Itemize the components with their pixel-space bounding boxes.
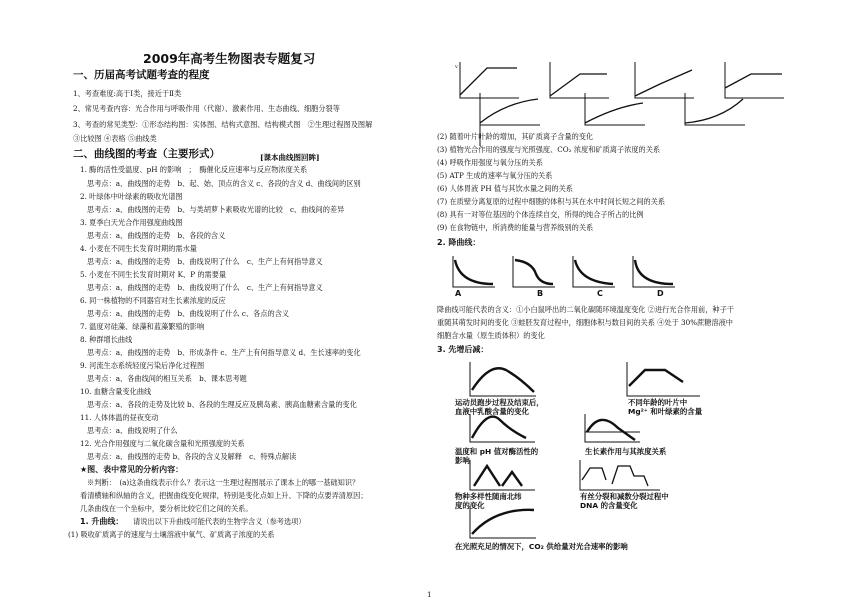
fall-graph-d [633, 256, 675, 287]
rtf-graph-enzyme [470, 414, 535, 442]
first-rise-heading: 3. 先增后减： [437, 345, 489, 354]
caption-dna-1: 有丝分裂和减数分裂过程中 [580, 492, 669, 501]
sec2-line-1: 1. 酶的活性受温度、pH 的影响 ； 酶催化反应速率与反应物浓度关系 [80, 165, 308, 174]
sec2-line-4: 思考点：a、曲线图的走势 b、与类胡萝卜素吸收光谱的比较 c、曲线间的差异 [87, 205, 345, 214]
page-number: 1 [427, 590, 432, 599]
sec2-line-19: 思考点：a、各段的走势及比较 b、各段的生理反应及胰岛素、胰高血糖素含量的变化 [87, 400, 357, 409]
fall-graph-c [573, 256, 615, 287]
rtf-graph-lactic [470, 362, 536, 396]
fall-text-2: 重随其萌发时间的变化 ③蛙胚发育过程中，细胞体积与数目间的关系 ④处于 30%蔗糖溶液中 [437, 318, 733, 327]
caption-diversity-1: 物种多样性随南北纬 [455, 492, 522, 501]
section-1-heading: 一、历届高考试题考查的程度 [73, 69, 210, 81]
caption-enzyme-2: 影响 [455, 456, 470, 465]
sec2-line-21: 思考点：a、曲线说明了什么 [87, 426, 178, 435]
caption-diversity-2: 度的变化 [455, 501, 485, 510]
sec2-line-8: 思考点：a、曲线图的走势 b、曲线说明了什么 c、生产上有何指导意义 [87, 257, 323, 266]
fall-label-b: B [537, 289, 544, 298]
rise-graph-7 [685, 93, 745, 125]
section-2-heading: 二、曲线图的考查（主要形式） [73, 148, 220, 160]
fall-text-3: 细胞含水量（原生质体积）的变化 [437, 331, 545, 340]
fall-label-a: A [455, 289, 462, 298]
sec2-line-10: 思考点：a、曲线图的走势 b、曲线说明了什么 c、生产上有何指导意义 [87, 283, 323, 292]
sec2-line-15: 思考点：a、曲线图的走势 b、形成条件 c、生产上有何指导意义 d、生长速率的变化 [87, 348, 361, 357]
sec1-line-4: ③比较图 ④表格 ⑤曲线类 [73, 134, 157, 143]
rise-item-6: (6) 人体胃液 PH 值与其饮水量之间的关系 [437, 184, 573, 193]
sec2-line-17: 思考点：a、各曲线间的相互关系 b、课本思考题 [87, 374, 247, 383]
sec2-line-23: 思考点：a、曲线图的走势 b、各段的含义及解释 c、特殊点解读 [87, 452, 297, 461]
fall-curve-heading: 2. 降曲线： [437, 238, 481, 247]
rise-graph-5b [480, 93, 540, 125]
sec1-line-1: 1、考查难度:高于Ⅰ类，接近于Ⅱ类 [73, 89, 182, 98]
analysis-subheading: ★图、表中常见的分析内容： [80, 465, 184, 474]
rise-graph-6 [585, 93, 645, 125]
rise-item-7: (7) 在质壁分离复原的过程中细胞的体积与其在水中时间长短之间的关系 [437, 197, 666, 206]
sec1-line-3: 3、考查的常见类型：①形态结构图：实体图、结构式意图、结构模式图 ②生理过程图及图解 [73, 120, 373, 129]
svg-text:v: v [455, 64, 458, 70]
sec2-line-11: 6. 同一株植物的不同器官对生长素浓度的反应 [80, 296, 226, 305]
sec2-line-12: 思考点：a、曲线图的走势 b、曲线说明了什么 c、各点的含义 [87, 309, 290, 318]
analysis-para-1: ※判断： (a)这条曲线表示什么？表示这一生理过程图展示了课本上的哪一基础知识？ [87, 478, 360, 487]
caption-mg-2: Mg²⁺ 和叶绿素的含量 [628, 407, 703, 416]
rtf-graph-diversity [470, 460, 535, 490]
rtf-graph-mg [627, 362, 700, 396]
sec2-line-6: 思考点：a、曲线图的走势 b、各段的含义 [87, 231, 226, 240]
caption-lactic-1: 运动员跑步过程及结束后， [455, 398, 544, 407]
fall-curve-graphs [440, 254, 680, 304]
sec2-line-20: 11. 人体体温的昼夜变动 [80, 413, 159, 422]
caption-enzyme-1: 温度和 pH 值对酶活性的 [455, 447, 539, 456]
page-title: 2009年高考生物图表专题复习 [143, 51, 316, 66]
rise-item-9: (9) 在食物链中，所消费的能量与营养级别的关系 [437, 223, 594, 232]
rtf-graph-dna [580, 460, 660, 490]
sec2-line-18: 10. 血糖含量变化曲线 [80, 387, 152, 396]
rise-item-2: (2) 随着叶片叶龄的增加，其矿质离子含量的变化 [437, 132, 594, 141]
rise-curve-intro: 请说出以下升曲线可能代表的生物学含义（参考选项） [133, 517, 306, 526]
sec2-line-13: 7. 温度对硅藻、绿藻和蓝藻繁殖的影响 [80, 322, 205, 331]
rise-curve-graphs-row2 [460, 93, 860, 133]
rise-item-5: (5) ATP 生成的速率与氧分压的关系 [437, 171, 553, 180]
sec2-line-16: 9. 河流生态系统轻度污染后净化过程图 [80, 361, 205, 370]
rise-item-1: (1) 吸收矿质离子的速度与土壤溶液中氧气、矿质离子浓度的关系 [68, 530, 275, 539]
caption-mg-1: 不同年龄的叶片中 [628, 398, 688, 407]
rtf-graph-co2 [470, 506, 536, 538]
section-2-tag: [课本曲线图回眸] [260, 153, 320, 162]
sec2-line-22: 12. 光合作用强度与二氧化碳含量和光照强度的关系 [80, 439, 245, 448]
analysis-para-2: 看清横轴和纵轴的含义，把握曲线变化规律，特别是变化点如上升、下降的点要弄清原因； [80, 491, 368, 500]
rise-item-3: (3) 植物光合作用的强度与光照强度、CO₂ 浓度和矿质离子浓度的关系 [437, 145, 661, 154]
sec2-line-9: 5. 小麦在不同生长发育时期对 K、P 的需要量 [80, 270, 227, 279]
rise-item-4: (4) 呼吸作用强度与氧分压的关系 [437, 158, 543, 167]
fall-label-d: D [657, 289, 664, 298]
sec2-line-2: 思考点：a、曲线图的走势 b、起、始、顶点的含义 c、各段的含义 d、曲线间的区别 [87, 179, 361, 188]
sec2-line-5: 3. 夏季白天光合作用强度曲线图 [80, 218, 183, 227]
rtf-graph-auxin [585, 414, 640, 442]
caption-lactic-2: 血液中乳酸含量的变化 [455, 407, 529, 416]
sec1-line-2: 2、常见考查内容：光合作用与呼吸作用（代谢）、激素作用、生态曲线、细胞分裂等 [73, 104, 340, 113]
caption-dna-2: DNA 的含量变化 [580, 501, 638, 510]
fall-graph-a [453, 256, 495, 287]
rise-curve-heading: 1. 升曲线： [80, 517, 124, 526]
fall-label-c: C [597, 289, 603, 298]
fall-text-1: 降曲线可能代表的含义：①小白鼠呼出的二氧化碳随环境温度变化 ②进行光合作用前，种子干 [437, 305, 734, 314]
sec2-line-7: 4. 小麦在不同生长发育时期的需水量 [80, 244, 197, 253]
fall-graph-b [513, 256, 555, 287]
sec2-line-14: 8. 种群增长曲线 [80, 335, 133, 344]
rise-item-8: (8) 具有一对等位基因的个体连续自交，所得的纯合子所占的比例 [437, 210, 644, 219]
rise-then-fall-graphs [440, 360, 740, 590]
analysis-para-3: 几条曲线在一个坐标中，要分析比较它们之间的关系。 [80, 504, 253, 513]
caption-co2: 在光照充足的情况下，CO₂ 供给量对光合速率的影响 [455, 542, 628, 551]
caption-auxin: 生长素作用与其浓度关系 [585, 447, 667, 456]
sec2-line-3: 2. 叶绿体中叶绿素的吸收光谱图 [80, 192, 183, 201]
